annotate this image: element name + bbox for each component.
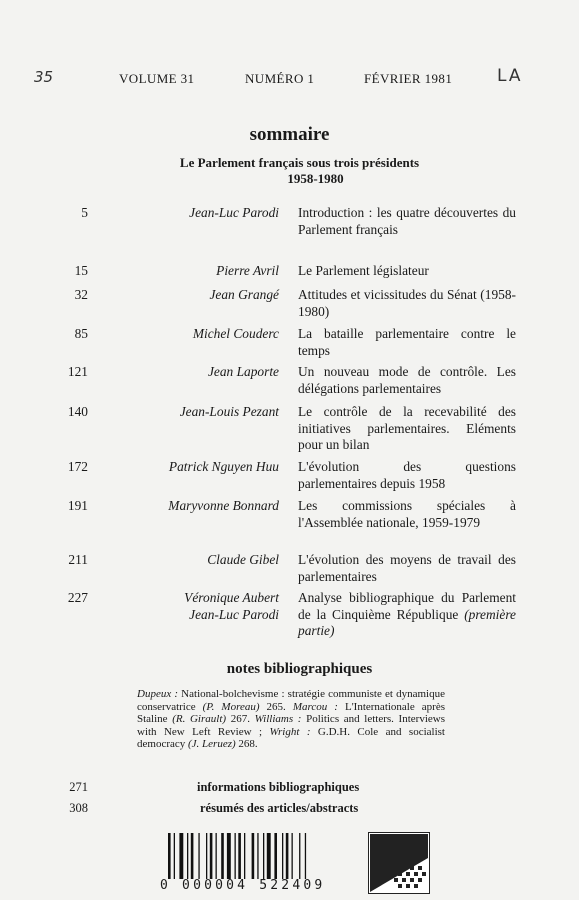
publisher-logo-icon [368,832,430,894]
barcode-bar [263,833,264,879]
barcode-bar [274,833,277,879]
barcode-bar [282,833,283,879]
barcode-bar [267,833,271,879]
barcode-bar [292,833,293,879]
toc-author: Véronique Aubert Jean-Luc Parodi [184,590,279,622]
info-page: 308 [69,801,88,815]
issue-subtitle [0,155,579,187]
barcode-bar [210,833,213,879]
barcode-bar [168,833,171,879]
note-text: Politics and letters. Interviews with New Left Review ; [137,713,445,738]
barcode-bar [221,833,224,879]
toc-row [0,364,579,404]
volume-label: VOLUME 31 [119,71,195,86]
toc-page: 227 [67,590,88,605]
note-text: G.D.H. Cole and socialist democracy [137,725,445,751]
barcode-bar [235,833,236,879]
toc-row [0,590,579,642]
barcode-bar [299,833,300,879]
subtitle-line-1: Le Parlement français sous trois présidents [179,155,420,170]
toc-author: Maryvonne Bonnard [168,498,279,513]
barcode-bar [227,833,231,879]
toc-page: 85 [74,326,88,341]
toc-page: 5 [81,205,88,220]
barcode-bar [191,833,194,879]
toc-title: Le contrôle de la recevabilité des initiatives parlementaires. Eléments pour un bilan [298,404,516,452]
toc-author: Michel Couderc [192,326,279,341]
toc-row [0,287,579,326]
barcode-bar [252,833,255,879]
subtitle-line-2: 1958-1980 [287,171,344,186]
toc-page: 191 [67,498,88,513]
note-author: Dupeux : [137,688,179,700]
toc-page: 172 [67,459,88,474]
handwritten-note-left: 35 [34,68,54,86]
barcode-bar [244,833,245,879]
toc-author: Jean Grangé [209,287,279,302]
toc-author: Patrick Nguyen Huu [168,459,279,474]
note-author: Marcou : [292,700,338,713]
note-page: 267. [226,713,250,726]
page-title: sommaire [249,124,330,145]
toc-author: Pierre Avril [216,263,279,278]
info-label: résumés des articles/abstracts [200,801,359,815]
barcode-bar [187,833,188,879]
barcode-bar [206,833,207,879]
barcode-bar [174,833,175,879]
toc-row [0,552,579,590]
toc-author: Jean-Louis Pezant [179,404,279,419]
toc-page: 121 [67,364,88,379]
barcode-digits: 0 000004 522409 [160,878,326,893]
note-reviewer: (R. Girault) [172,713,227,726]
toc-title-text: Analyse bibliographique du Parlement de la Cinquième République [298,590,516,622]
toc-row [0,326,579,364]
notes-paragraph [137,688,445,751]
toc-title-emphasis: (première partie) [298,606,516,638]
toc-author: Jean-Luc Parodi [189,205,279,220]
toc-title: Le Parlement législateur [298,263,429,278]
barcode-bar [305,833,306,879]
note-page: 268. [235,738,258,751]
info-page: 271 [69,780,88,794]
toc-page: 15 [74,263,88,278]
toc-title: Un nouveau mode de contrôle. Les délégations parlementaires [298,364,516,396]
note-reviewer: (J. Leruez) [188,738,236,751]
toc-row [0,498,579,552]
toc-page: 211 [68,552,88,567]
note-reviewer: (P. Moreau) [202,700,260,713]
toc-title [298,590,516,640]
toc-author: Jean Laporte [207,364,279,379]
toc-title: La bataille parlementaire contre le temps [298,326,516,358]
note-page: 265. [259,700,286,713]
barcode-bar [198,833,199,879]
note-text: L'Internationale après Staline [137,700,445,726]
handwritten-note-right: LA [497,66,523,86]
toc-row [0,205,579,263]
toc-row [0,459,579,498]
toc-title: L'évolution des questions parlementaires depuis 1958 [298,459,516,491]
numero-label: NUMÉRO 1 [245,71,315,86]
toc-title: Attitudes et vicissitudes du Sénat (1958-1980) [298,287,516,319]
barcode-bar [257,833,258,879]
note-text: National-bolchevisme : stratégie communiste et dynamique conservatrice [137,688,445,713]
toc-title: Les commissions spéciales à l'Assemblée nationale, 1959-1979 [298,498,516,530]
toc-row [0,263,579,287]
barcode-bar [238,833,241,879]
note-author: Williams : [254,713,302,726]
barcode [168,833,353,879]
toc-page: 140 [67,404,88,419]
toc-title: Introduction : les quatre découvertes du Parlement français [298,205,516,237]
notes-heading: notes bibliographiques [226,661,373,677]
toc-author: Claude Gibel [207,552,279,567]
barcode-bar [216,833,217,879]
barcode-bar [286,833,289,879]
note-author: Wright : [269,725,311,738]
toc-page: 32 [74,287,88,302]
barcode-bar [179,833,183,879]
info-label: informations bibliographiques [197,780,360,794]
date-label: FÉVRIER 1981 [364,71,453,86]
table-of-contents [0,205,579,642]
toc-row [0,404,579,459]
toc-title: L'évolution des moyens de travail des parlementaires [298,552,516,584]
